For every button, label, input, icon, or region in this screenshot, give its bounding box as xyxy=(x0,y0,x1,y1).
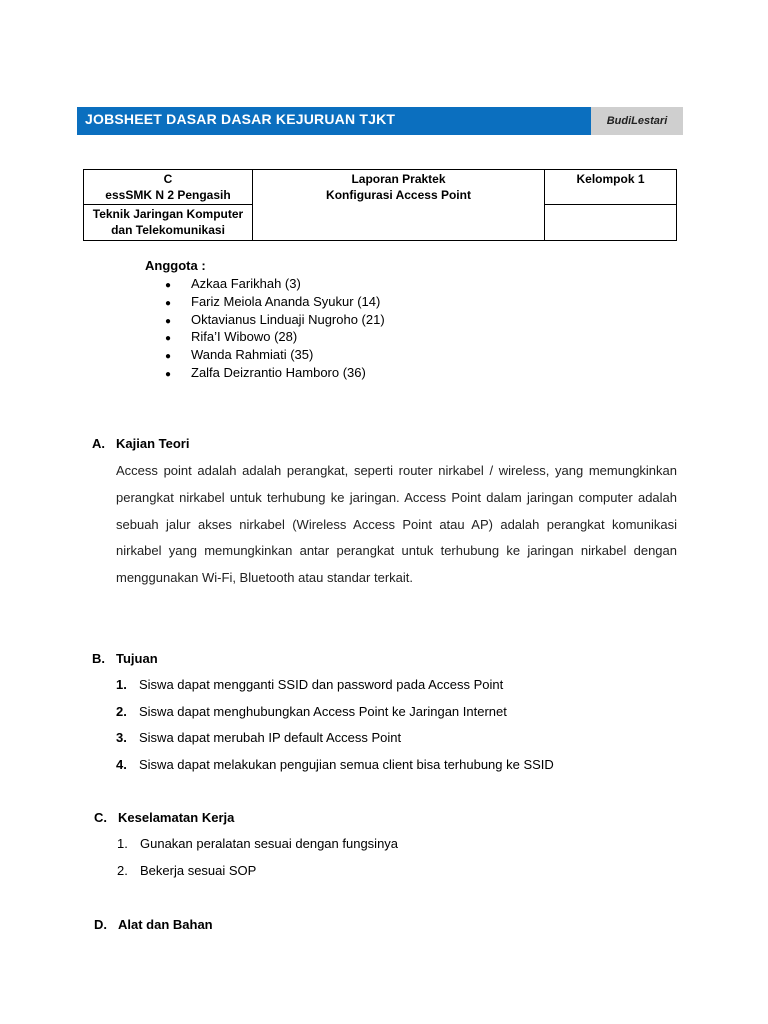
section-a-heading: A. Kajian Teori xyxy=(92,436,190,451)
members-title: Anggota : xyxy=(145,258,206,273)
list-item: 1. Gunakan peralatan sesuai dengan fungsinya xyxy=(117,836,399,851)
bullet-icon: ● xyxy=(165,333,172,345)
list-item: ● Oktavianus Linduaji Nugroho (21) xyxy=(165,311,385,329)
program-line-1: Teknik Jaringan Komputer xyxy=(92,207,244,221)
section-a-body: Access point adalah adalah perangkat, seperti router nirkabel / wireless, yang memungkinkan perangkat nirkabel untuk terhubung ke jaringan. Access Point dalam jaringan computer adalah sebuah jalur akses nirkabel (Wireless Access Point atau AP) adalah perangkat komunikasi nirkabel yang memungkinkan antar perangkat untuk terhubung ke jaringan nirkabel dengan menggunakan Wi-Fi, Bluetooth atau standar terkait. xyxy=(116,463,677,586)
program-cell xyxy=(84,205,253,241)
empty-cell xyxy=(545,205,677,241)
school-cell xyxy=(84,170,253,205)
list-item: 4. Siswa dapat melakukan pengujian semua client bisa terhubung ke SSID xyxy=(116,757,554,773)
school-line-2: essSMK N 2 Pengasih xyxy=(105,188,231,202)
document-title: JOBSHEET DASAR DASAR KEJURUAN TJKT xyxy=(85,111,396,127)
bullet-icon: ● xyxy=(165,280,172,291)
list-item: ● Wanda Rahmiati (35) xyxy=(165,346,385,364)
list-item: 3. Siswa dapat merubah IP default Access Point xyxy=(116,730,402,746)
school-line-1: C xyxy=(163,172,173,186)
members-list xyxy=(165,275,385,382)
list-item: ● Zalfa Deizrantio Hamboro (36) xyxy=(165,364,385,382)
bullet-icon: ● xyxy=(165,368,172,380)
list-item: ● Fariz Meiola Ananda Syukur (14) xyxy=(165,293,385,311)
report-line-2: Konfigurasi Access Point xyxy=(326,188,471,202)
list-item: 2. Bekerja sesuai SOP xyxy=(117,862,257,878)
list-item: 1. Siswa dapat mengganti SSID dan password pada Access Point xyxy=(116,677,504,692)
bullet-icon: ● xyxy=(165,351,172,363)
section-b-heading: B. Tujuan xyxy=(92,651,158,666)
author-tag: BudiLestari xyxy=(591,107,683,135)
list-item: ● Azkaa Farikhah (3) xyxy=(165,275,385,293)
section-c-list xyxy=(117,831,398,884)
bullet-icon: ● xyxy=(165,297,172,309)
section-d-heading: D. Alat dan Bahan xyxy=(94,917,213,932)
info-table xyxy=(83,169,677,241)
section-b-list xyxy=(116,672,554,779)
report-line-1: Laporan Praktek xyxy=(351,172,446,186)
section-c-heading: C. Keselamatan Kerja xyxy=(94,810,235,825)
list-item: 2. Siswa dapat menghubungkan Access Point ke Jaringan Internet xyxy=(116,703,507,719)
program-line-2: dan Telekomunikasi xyxy=(111,223,225,237)
group-cell xyxy=(545,170,677,205)
list-item: ● Rifa’I Wibowo (28) xyxy=(165,328,385,346)
group-label: Kelompok 1 xyxy=(576,172,645,186)
bullet-icon: ● xyxy=(165,315,172,327)
report-cell xyxy=(253,170,545,241)
